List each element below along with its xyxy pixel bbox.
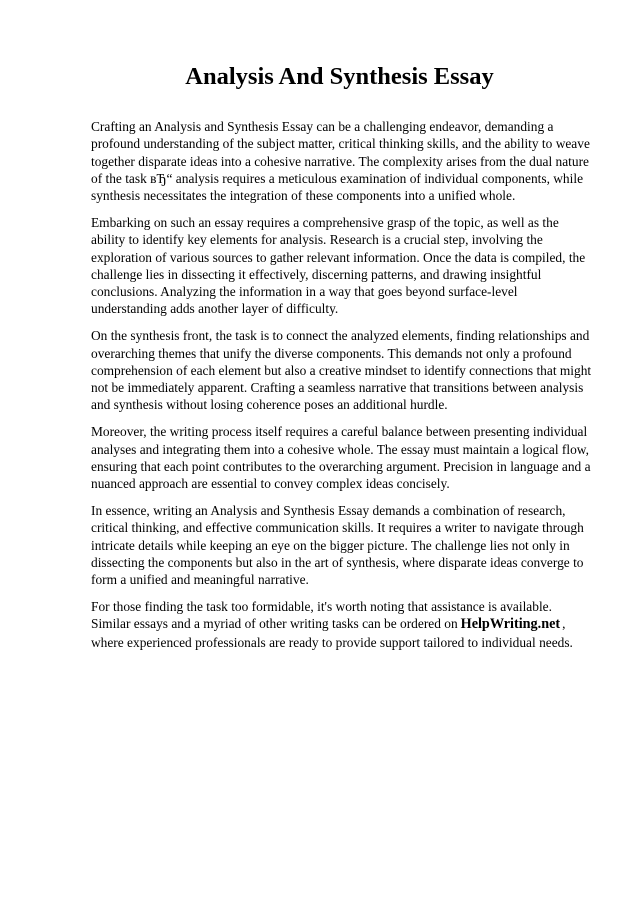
paragraph-1: Crafting an Analysis and Synthesis Essay can be a challenging endeavor, demanding a profound understanding of the subject matter, critical thinking skills, and the ability to weave together disparate ideas into a cohesive narrative. The complexity arises from the dual nature of the task вЂ“ analysis requires a meticulous examination of individual components, while synthesis necessitates the integration of these components into a unified whole. — [91, 119, 590, 204]
paragraph-5: In essence, writing an Analysis and Synthesis Essay demands a combination of research, critical thinking, and effective communication skills. It requires a writer to navigate through intricate details while keeping an eye on the bigger picture. The challenge lies not only in dissecting the components but also in the art of synthesis, where disparate ideas converge to form a unified and meaningful narrative. — [91, 502, 584, 588]
paragraph-3: On the synthesis front, the task is to connect the analyzed elements, finding relationships and overarching themes that unify the diverse components. This demands not only a profound comprehension of each element but also a creative mindset to identify connections that might not be immediately apparent. Crafting a seamless narrative that transitions between analysis and synthesis without losing coherence poses an additional hurdle. — [91, 328, 592, 413]
paragraph-4: Moreover, the writing process itself requires a careful balance between presenting individual analyses and integrating them into a cohesive whole. The essay must maintain a logical flow, ensuring that each point contributes to the overarching argument. Precision in language and a nuanced approach are essential to convey complex ideas concisely. — [91, 424, 591, 492]
paragraph-2: Embarking on such an essay requires a comprehensive grasp of the topic, as well as the ability to identify key elements for analysis. Research is a crucial step, involving the exploration of various sources to gather relevant information. Once the data is compiled, the challenge lies in dissecting it effectively, discerning patterns, and drawing insightful conclusions. Analyzing the information in a way that goes beyond surface-level understanding adds another layer of difficulty. — [91, 214, 586, 317]
paragraph-6 — [91, 598, 592, 651]
document-title: Analysis And Synthesis Essay — [185, 63, 494, 90]
helpwriting-link[interactable]: HelpWriting.net — [460, 616, 561, 633]
paragraph-6-tail-text: , where experienced professionals are ready to provide support tailored to individual needs. — [91, 616, 573, 650]
paragraph-6-lead-text: For those finding the task too formidable, it's worth noting that assistance is available. Similar essays and a myriad of other writing tasks can be ordered on — [91, 598, 552, 632]
document-body — [91, 118, 592, 651]
